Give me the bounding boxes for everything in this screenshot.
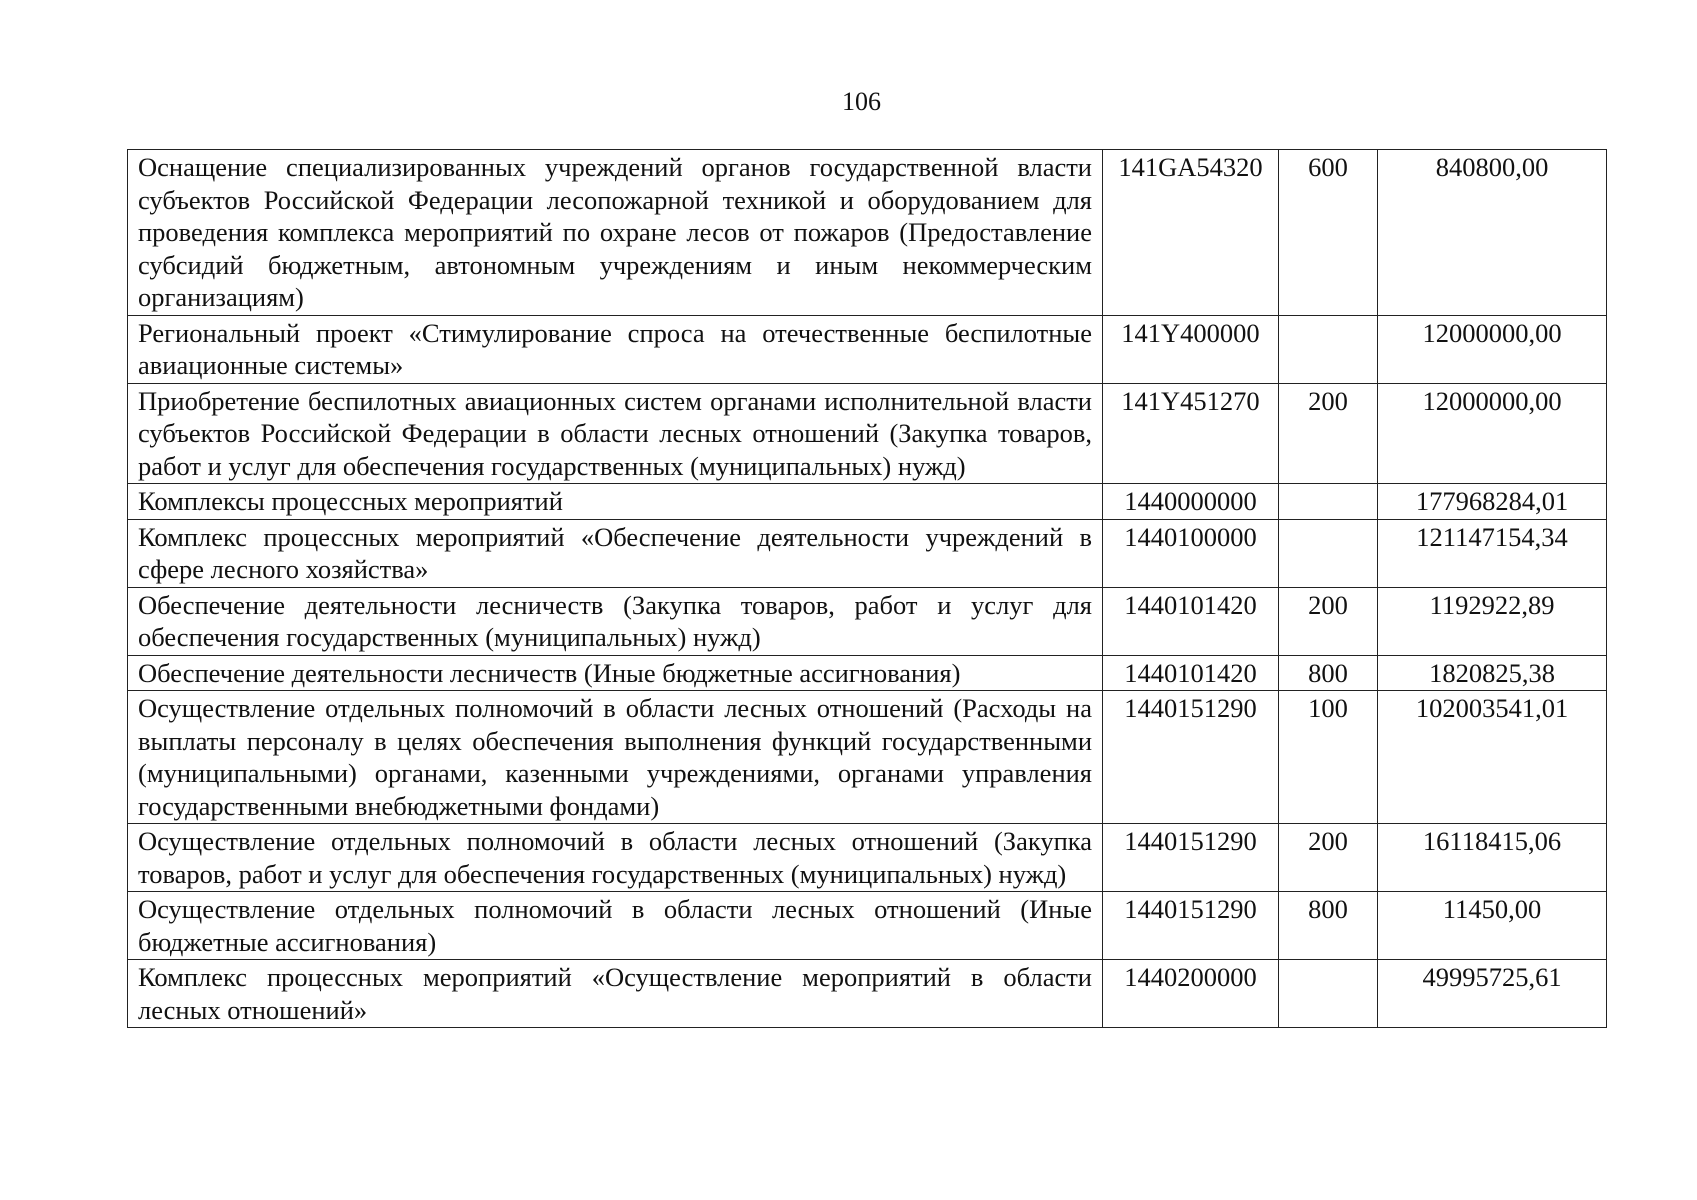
row-amount-cell: 121147154,34: [1378, 519, 1607, 587]
table-row: [128, 691, 1607, 824]
row-code-cell: 1440101420: [1103, 655, 1279, 691]
table-row: [128, 655, 1607, 691]
row-code-cell: 1440000000: [1103, 484, 1279, 520]
row-amount-cell: 177968284,01: [1378, 484, 1607, 520]
table-row: [128, 892, 1607, 960]
row-type-cell: 100: [1279, 691, 1378, 824]
budget-table-body: [128, 150, 1607, 1028]
row-code-cell: 141GA54320: [1103, 150, 1279, 316]
row-name-cell: Обеспечение деятельности лесничеств (Закупка товаров, работ и услуг для обеспечения государственных (муниципальных) нужд): [128, 587, 1103, 655]
row-code-cell: 1440101420: [1103, 587, 1279, 655]
row-amount-cell: 12000000,00: [1378, 383, 1607, 484]
table-row: [128, 960, 1607, 1028]
row-amount-cell: 1192922,89: [1378, 587, 1607, 655]
row-name-cell: Региональный проект «Стимулирование спроса на отечественные беспилотные авиационные системы»: [128, 315, 1103, 383]
table-row: [128, 484, 1607, 520]
table-row: [128, 315, 1607, 383]
table-row: [128, 150, 1607, 316]
row-type-cell: 200: [1279, 824, 1378, 892]
row-amount-cell: 840800,00: [1378, 150, 1607, 316]
row-type-cell: [1279, 519, 1378, 587]
row-name-cell: Осуществление отдельных полномочий в области лесных отношений (Иные бюджетные ассигнования): [128, 892, 1103, 960]
row-amount-cell: 12000000,00: [1378, 315, 1607, 383]
table-row: [128, 383, 1607, 484]
row-type-cell: [1279, 315, 1378, 383]
row-amount-cell: 16118415,06: [1378, 824, 1607, 892]
row-code-cell: 141Y400000: [1103, 315, 1279, 383]
row-type-cell: 600: [1279, 150, 1378, 316]
row-code-cell: 1440100000: [1103, 519, 1279, 587]
row-code-cell: 1440151290: [1103, 824, 1279, 892]
row-amount-cell: 49995725,61: [1378, 960, 1607, 1028]
page-number: 106: [842, 87, 881, 116]
row-type-cell: 200: [1279, 383, 1378, 484]
budget-table: [127, 149, 1607, 1028]
row-code-cell: 1440151290: [1103, 892, 1279, 960]
row-name-cell: Приобретение беспилотных авиационных систем органами исполнительной власти субъектов Российской Федерации в области лесных отношений (Закупка товаров, работ и услуг для обеспечения государственных (муниципальных) нужд): [128, 383, 1103, 484]
row-name-cell: Комплекс процессных мероприятий «Осуществление мероприятий в области лесных отношений»: [128, 960, 1103, 1028]
row-name-cell: Оснащение специализированных учреждений органов государственной власти субъектов Российской Федерации лесопожарной техникой и оборудованием для проведения комплекса мероприятий по охране лесов от пожаров (Предоставление субсидий бюджетным, автономным учреждениям и иным некоммерческим организациям): [128, 150, 1103, 316]
row-name-cell: Комплекс процессных мероприятий «Обеспечение деятельности учреждений в сфере лесного хозяйства»: [128, 519, 1103, 587]
table-row: [128, 824, 1607, 892]
row-type-cell: 800: [1279, 655, 1378, 691]
row-amount-cell: 1820825,38: [1378, 655, 1607, 691]
row-name-cell: Обеспечение деятельности лесничеств (Иные бюджетные ассигнования): [128, 655, 1103, 691]
row-type-cell: 800: [1279, 892, 1378, 960]
row-type-cell: [1279, 960, 1378, 1028]
row-type-cell: 200: [1279, 587, 1378, 655]
row-type-cell: [1279, 484, 1378, 520]
row-name-cell: Осуществление отдельных полномочий в области лесных отношений (Закупка товаров, работ и услуг для обеспечения государственных (муниципальных) нужд): [128, 824, 1103, 892]
row-code-cell: 1440151290: [1103, 691, 1279, 824]
row-code-cell: 141Y451270: [1103, 383, 1279, 484]
row-code-cell: 1440200000: [1103, 960, 1279, 1028]
row-amount-cell: 102003541,01: [1378, 691, 1607, 824]
row-name-cell: Осуществление отдельных полномочий в области лесных отношений (Расходы на выплаты персоналу в целях обеспечения выполнения функций государственными (муниципальными) органами, казенными учреждениями, органами управления государственными внебюджетными фондами): [128, 691, 1103, 824]
row-name-cell: Комплексы процессных мероприятий: [128, 484, 1103, 520]
table-row: [128, 519, 1607, 587]
row-amount-cell: 11450,00: [1378, 892, 1607, 960]
table-row: [128, 587, 1607, 655]
